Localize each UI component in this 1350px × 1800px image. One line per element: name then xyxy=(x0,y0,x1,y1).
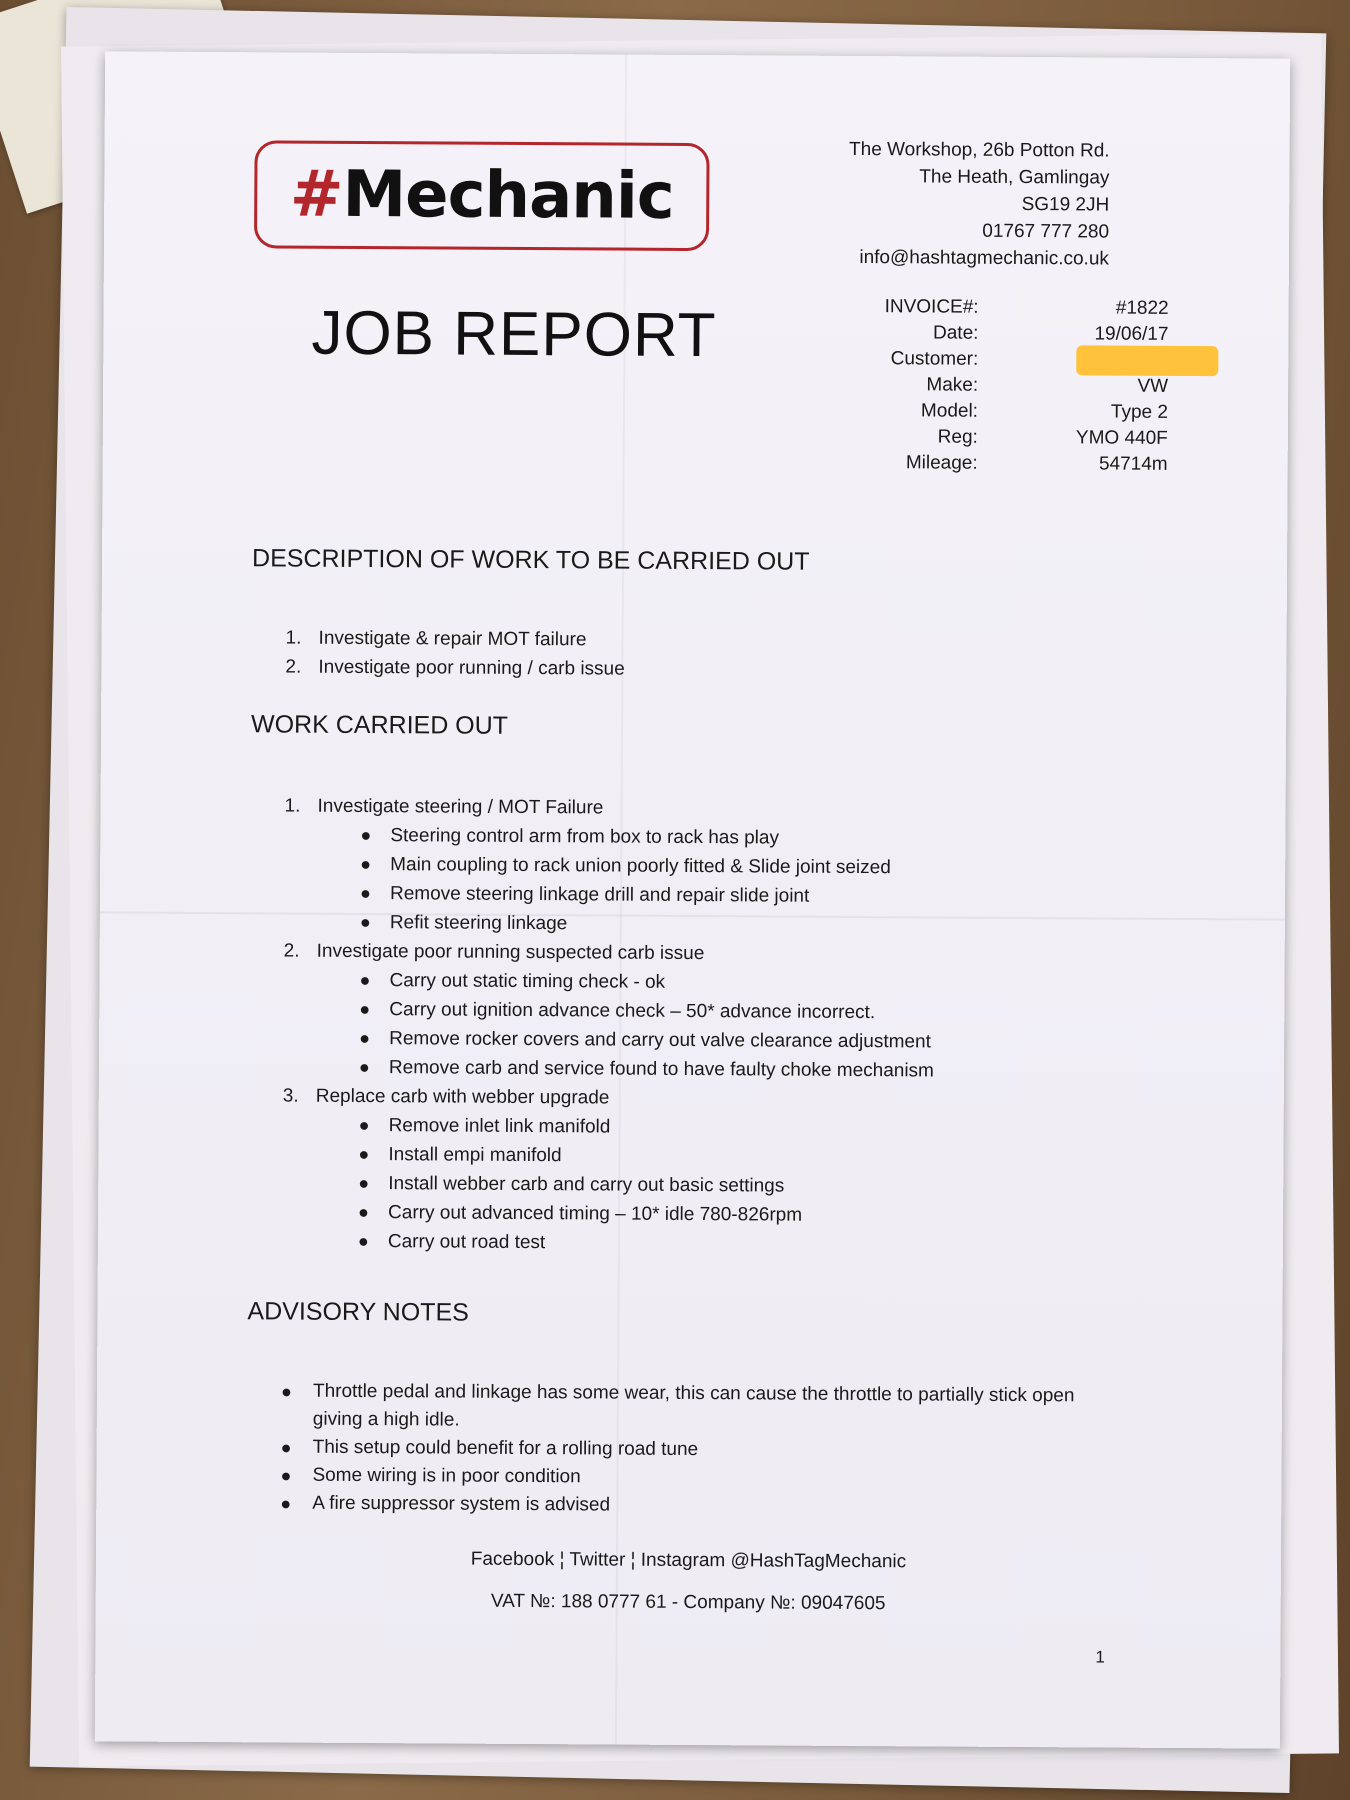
mechanic-logo xyxy=(254,140,710,251)
item-text: Investigate poor running suspected carb issue xyxy=(316,940,705,965)
advisory-item xyxy=(247,1377,1117,1438)
bullet-icon: ● xyxy=(359,1027,371,1049)
sublist-text: Steering control arm from box to rack has play xyxy=(390,825,780,849)
advisory-text: Some wiring is in poor condition xyxy=(312,1464,581,1488)
logo-word: Mechanic xyxy=(342,157,674,234)
advisory-text: Throttle pedal and linkage has some wear, this can cause the throttle to partially stick open giving a high idle. xyxy=(312,1380,1075,1431)
bullet-icon: ● xyxy=(358,1114,370,1136)
sublist-container xyxy=(249,965,1150,1086)
bullet-icon: ● xyxy=(280,1493,292,1514)
item-number: 2. xyxy=(283,940,300,962)
list-item xyxy=(251,652,1151,686)
sublist-item xyxy=(248,1226,1148,1260)
item-text: Investigate & repair MOT failure xyxy=(318,627,587,651)
bullet-icon: ● xyxy=(358,1056,370,1078)
bullet-icon: ● xyxy=(359,911,371,933)
address-line: SG19 2JH xyxy=(1021,193,1110,216)
bullet-icon: ● xyxy=(358,1172,370,1194)
invoice-value: #1822 xyxy=(1115,297,1169,319)
model-label: Model: xyxy=(920,400,979,422)
sublist-text: Carry out static timing check - ok xyxy=(389,970,666,993)
customer-row xyxy=(753,345,1193,374)
address-phone: 01767 777 280 xyxy=(982,220,1110,243)
advisory-text: A fire suppressor system is advised xyxy=(312,1492,611,1516)
sublist-text: Remove steering linkage drill and repair slide joint xyxy=(389,883,810,907)
address-line: The Workshop, 26b Potton Rd. xyxy=(848,138,1110,162)
customer-label: Customer: xyxy=(890,348,979,370)
item-text: Investigate poor running / carb issue xyxy=(318,656,625,680)
sublist-text: Main coupling to rack union poorly fitted & Slide joint seized xyxy=(390,854,891,879)
model-value: Type 2 xyxy=(1110,401,1169,423)
customer-redaction xyxy=(1076,345,1218,376)
footer-company: VAT №: 188 0777 61 - Company №: 09047605 xyxy=(490,1590,886,1615)
sublist-text: Carry out ignition advance check – 50* advance incorrect. xyxy=(389,999,876,1024)
sublist-text: Install empi manifold xyxy=(388,1144,562,1167)
bullet-icon: ● xyxy=(280,1465,292,1486)
customer-value xyxy=(978,347,1188,374)
model-row xyxy=(753,397,1193,426)
item-number: 3. xyxy=(282,1085,299,1107)
bullet-icon: ● xyxy=(360,853,372,875)
make-value: VW xyxy=(1137,375,1169,397)
logo-hash: # xyxy=(289,157,343,232)
sublist-text: Carry out road test xyxy=(387,1231,546,1254)
mileage-label: Mileage: xyxy=(905,452,978,474)
sublist-container xyxy=(250,820,1151,941)
bullet-icon: ● xyxy=(359,998,371,1020)
advisory-heading: ADVISORY NOTES xyxy=(247,1297,469,1327)
page-title: JOB REPORT xyxy=(311,298,717,371)
reg-value: YMO 440F xyxy=(1075,427,1168,449)
advisory-list xyxy=(246,1377,1117,1522)
bullet-icon: ● xyxy=(360,824,372,846)
bullet-icon: ● xyxy=(280,1381,292,1402)
make-label: Make: xyxy=(926,374,979,396)
invoice-details xyxy=(753,293,1194,478)
item-text: Investigate steering / MOT Failure xyxy=(317,795,604,819)
bullet-icon: ● xyxy=(357,1230,369,1252)
make-row xyxy=(753,371,1193,400)
item-text: Replace carb with webber upgrade xyxy=(315,1085,610,1109)
work-heading: WORK CARRIED OUT xyxy=(250,710,509,740)
sublist-text: Remove inlet link manifold xyxy=(388,1115,611,1138)
bullet-icon: ● xyxy=(359,882,371,904)
advisory-text: This setup could benefit for a rolling road tune xyxy=(312,1436,699,1461)
sublist-text: Install webber carb and carry out basic settings xyxy=(388,1173,785,1197)
sublist-text: Remove carb and service found to have faulty choke mechanism xyxy=(388,1057,934,1082)
work-list xyxy=(248,791,1151,1260)
bullet-icon: ● xyxy=(358,1201,370,1223)
item-number: 2. xyxy=(285,656,302,678)
description-list xyxy=(251,623,1151,686)
date-label: Date: xyxy=(932,322,979,344)
page-number: 1 xyxy=(1095,1647,1105,1667)
sublist-text: Carry out advanced timing – 10* idle 780-826rpm xyxy=(388,1202,803,1226)
address-email: info@hashtagmechanic.co.uk xyxy=(859,247,1109,270)
sublist-text: Remove rocker covers and carry out valve clearance adjustment xyxy=(389,1028,931,1053)
mileage-row xyxy=(753,449,1193,478)
item-number: 1. xyxy=(285,627,302,649)
bullet-icon: ● xyxy=(359,969,371,991)
item-number: 1. xyxy=(284,795,301,817)
invoice-row xyxy=(754,293,1194,322)
mileage-value: 54714m xyxy=(1098,453,1168,475)
advisory-item xyxy=(246,1489,1116,1522)
sublist-container xyxy=(248,1110,1149,1260)
workshop-address xyxy=(689,135,1110,273)
reg-label: Reg: xyxy=(937,426,978,448)
date-row xyxy=(753,319,1193,348)
footer-social: Facebook ¦ Twitter ¦ Instagram @HashTagMechanic xyxy=(470,1548,907,1573)
address-line: The Heath, Gamlingay xyxy=(919,166,1110,189)
invoice-label: INVOICE#: xyxy=(884,296,979,318)
sublist-text: Refit steering linkage xyxy=(389,912,568,935)
bullet-icon: ● xyxy=(358,1143,370,1165)
bullet-icon: ● xyxy=(280,1437,292,1458)
job-report-sheet xyxy=(95,51,1290,1748)
date-value: 19/06/17 xyxy=(1094,323,1169,345)
description-heading: DESCRIPTION OF WORK TO BE CARRIED OUT xyxy=(251,544,810,576)
reg-row xyxy=(753,423,1193,452)
